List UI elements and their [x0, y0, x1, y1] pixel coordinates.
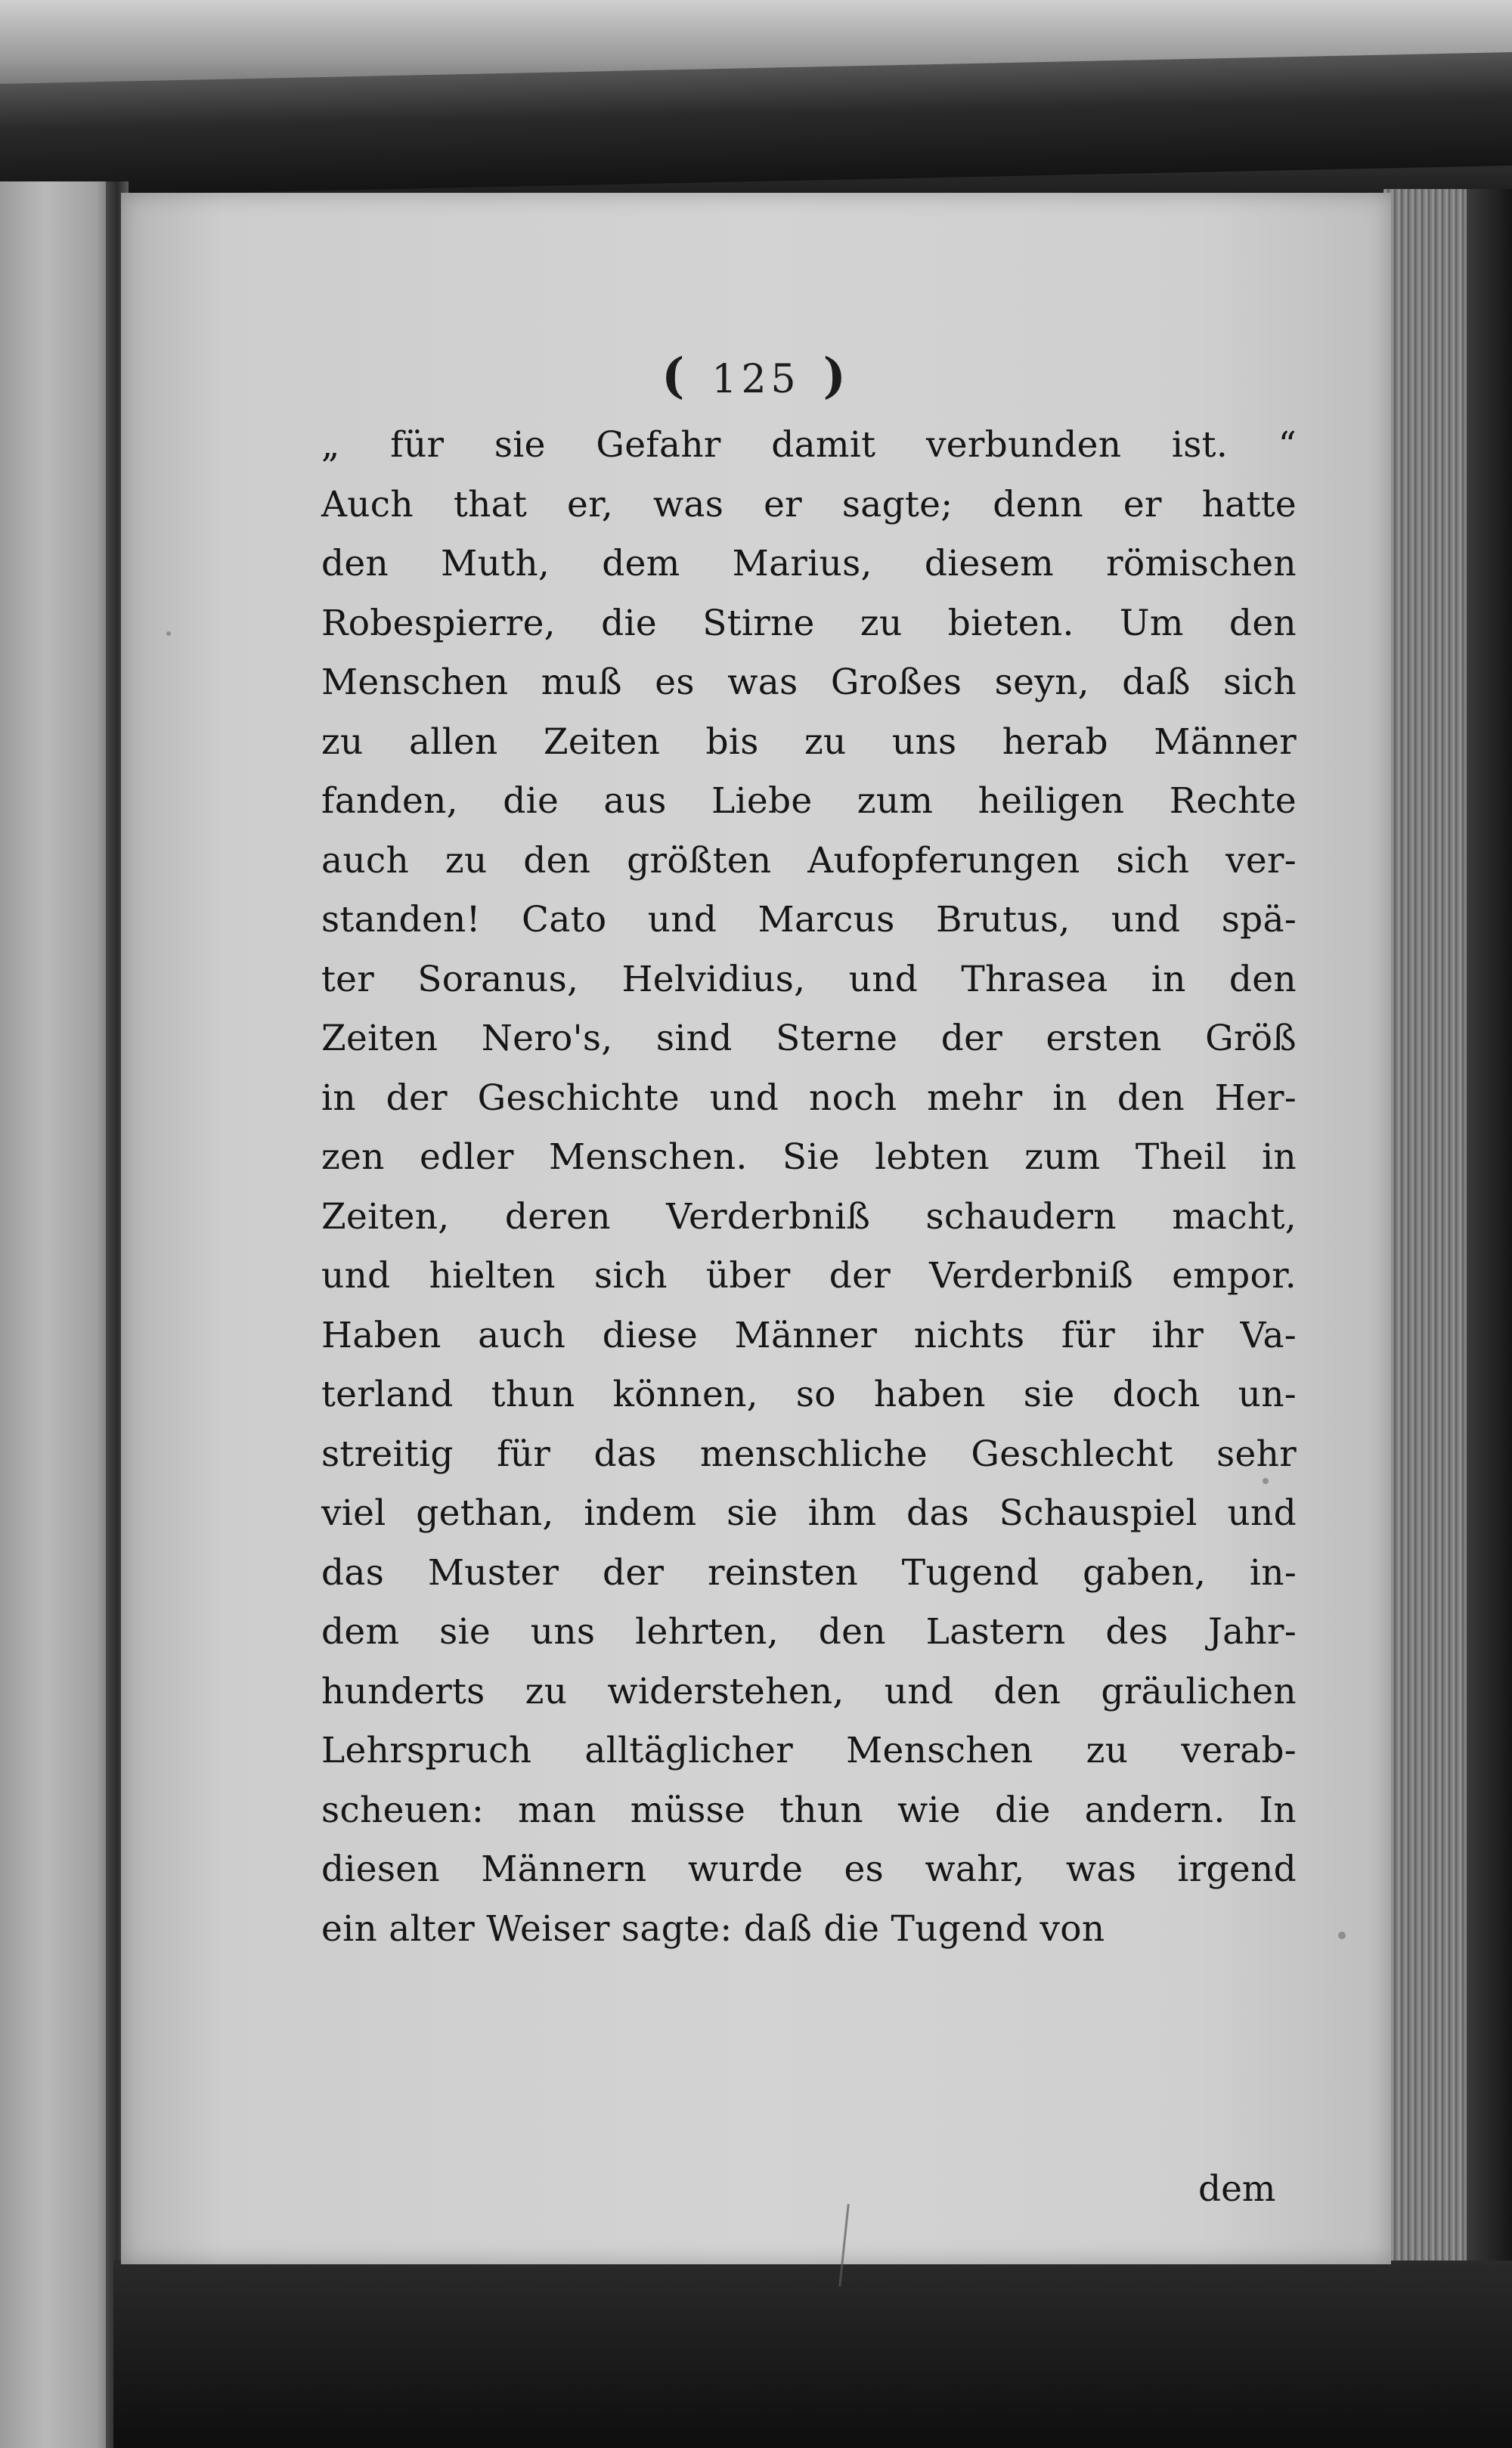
text-line: den Muth, dem Marius, diesem römischen	[321, 543, 1297, 584]
text-line: auch zu den größten Aufopferungen sich ver-	[321, 839, 1297, 882]
paper-speck	[1338, 1932, 1346, 1939]
text-line: Menschen muß es was Großes seyn, daß sich	[321, 662, 1297, 703]
page-number: 125	[711, 357, 801, 402]
text-line: Robespierre, die Stirne zu bieten. Um den	[321, 602, 1297, 644]
book-cover-right	[1467, 189, 1512, 2276]
scan-background-bottom	[113, 2261, 1512, 2448]
header-open-paren: (	[662, 348, 689, 404]
text-line: ein alter Weiser sagte: daß die Tugend von	[321, 1907, 1105, 1950]
text-line: Lehrspruch alltäglicher Menschen zu verab-	[321, 1730, 1297, 1771]
text-line: und hielten sich über der Verderbniß empor.	[321, 1255, 1297, 1297]
text-line: in der Geschichte und noch mehr in den Her-	[321, 1077, 1297, 1119]
text-line: Zeiten Nero's, sind Sterne der ersten Größ	[321, 1018, 1297, 1059]
text-line: streitig für das menschliche Geschlecht sehr	[321, 1433, 1297, 1475]
text-line: Auch that er, was er sagte; denn er hatte	[321, 483, 1297, 525]
text-line: das Muster der reinsten Tugend gaben, in-	[321, 1551, 1297, 1594]
text-line: Zeiten, deren Verderbniß schaudern macht,	[321, 1195, 1297, 1238]
text-line: hunderts zu widerstehen, und den gräulichen	[321, 1670, 1297, 1712]
body-text	[321, 416, 1297, 1959]
catchword: dem	[1198, 2168, 1276, 2210]
book-page	[121, 193, 1391, 2264]
text-line: zu allen Zeiten bis zu uns herab Männer	[321, 720, 1297, 763]
text-line: zen edler Menschen. Sie lebten zum Theil in	[321, 1136, 1297, 1178]
text-line: diesen Männern wurde es wahr, was irgend	[321, 1848, 1297, 1890]
text-line: scheuen: man müsse thun wie die andern. In	[321, 1789, 1297, 1831]
text-line: terland thun können, so haben sie doch un-	[321, 1374, 1297, 1415]
paper-speck	[166, 631, 171, 636]
text-line: viel gethan, indem sie ihm das Schauspiel und	[321, 1492, 1297, 1534]
text-line: dem sie uns lehrten, den Lastern des Jahr-	[321, 1611, 1297, 1653]
text-line: Haben auch diese Männer nichts für ihr Va-	[321, 1314, 1297, 1356]
page-header	[121, 348, 1391, 404]
facing-page-edge	[0, 181, 113, 2448]
text-line: standen! Cato und Marcus Brutus, und spä-	[321, 899, 1297, 940]
paper-speck	[1263, 1478, 1269, 1484]
text-line: ter Soranus, Helvidius, und Thrasea in den	[321, 958, 1297, 1000]
text-line: fanden, die aus Liebe zum heiligen Rechte	[321, 780, 1297, 822]
text-line: „ für sie Gefahr damit verbunden ist. “	[321, 424, 1297, 466]
header-close-paren: )	[823, 348, 850, 404]
